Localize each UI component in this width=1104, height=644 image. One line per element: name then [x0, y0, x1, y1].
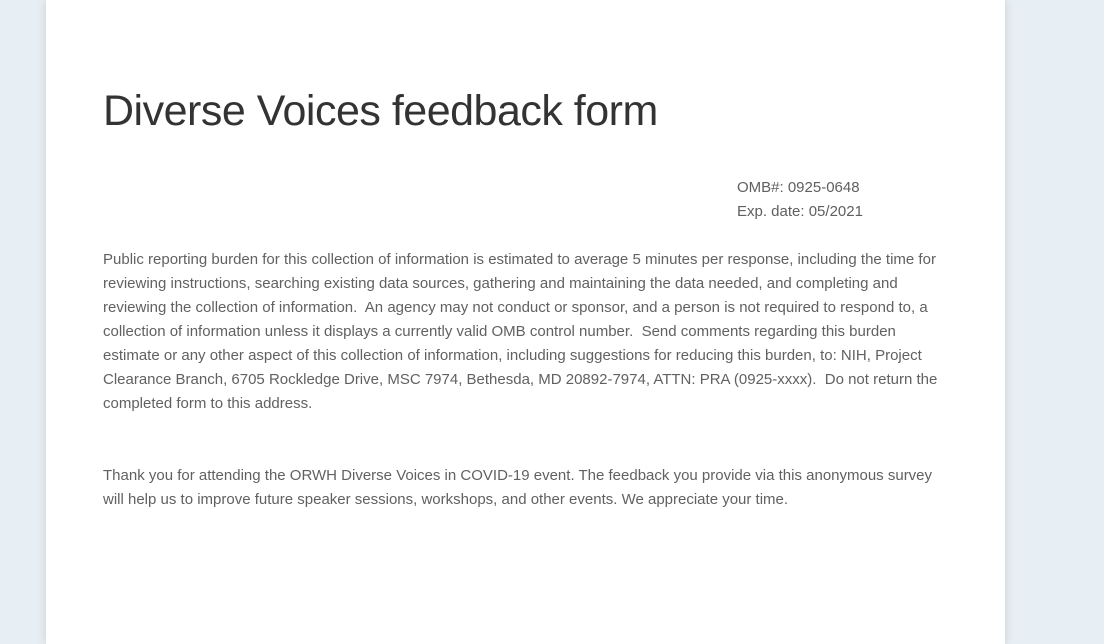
omb-expiration-date: Exp. date: 05/2021 [737, 203, 863, 220]
form-card [46, 0, 1005, 644]
burden-statement-paragraph: Public reporting burden for this collection of information is estimated to average 5 minutes per response, including the time for reviewing instructions, searching existing data sources, gathering and maintaining the data needed, and completing and reviewing the collection of information. An agency may not conduct or sponsor, and a person is not required to respond to, a collection of information unless it displays a currently valid OMB control number. Send comments regarding this burden estimate or any other aspect of this collection of information, including suggestions for reducing this burden, to: NIH, Project Clearance Branch, 6705 Rockledge Drive, MSC 7974, Bethesda, MD 20892-7974, ATTN: PRA (0925-xxxx). Do not return the completed form to this address. [103, 251, 942, 412]
omb-block [737, 176, 948, 224]
form-title: Diverse Voices feedback form [103, 87, 658, 135]
thank-you-paragraph: Thank you for attending the ORWH Diverse Voices in COVID-19 event. The feedback you provide via this anonymous survey will help us to improve future speaker sessions, workshops, and other events. We appreciate your time. [103, 467, 937, 508]
omb-number: OMB#: 0925-0648 [737, 179, 860, 196]
